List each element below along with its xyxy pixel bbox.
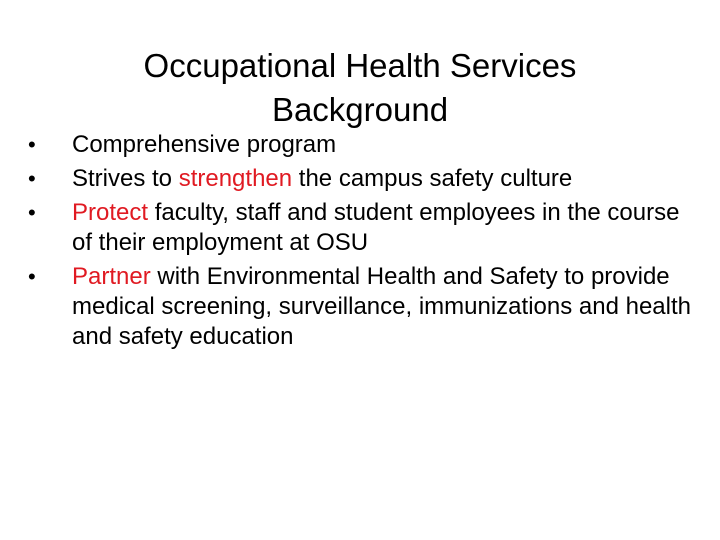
- bullet-list: [26, 130, 696, 356]
- bullet-item-partner: [26, 262, 696, 352]
- slide-title-line-1: Occupational Health Services: [143, 47, 577, 85]
- bullet-text-rest: with Environmental Health and Safety to provide medical screening, surveillance, immunizations and health and safety education: [72, 263, 691, 350]
- bullet-dot-icon: •: [28, 132, 36, 157]
- bullet-text: Comprehensive program: [72, 131, 337, 158]
- bullet-accent: strengthen: [178, 165, 293, 192]
- slide-title-line-2: Background: [271, 91, 449, 129]
- bullet-text-rest: the campus safety culture: [292, 165, 573, 192]
- bullet-item-comprehensive: [26, 130, 696, 160]
- bullet-accent: Protect: [72, 199, 149, 226]
- bullet-text-rest: faculty, staff and student employees in the course of their employment at OSU: [72, 199, 680, 256]
- bullet-item-strengthen: [26, 164, 696, 194]
- bullet-dot-icon: •: [28, 166, 36, 191]
- bullet-text: Strives to: [72, 165, 179, 192]
- slide-title: [40, 44, 680, 132]
- bullet-dot-icon: •: [28, 264, 36, 289]
- bullet-dot-icon: •: [28, 200, 36, 225]
- bullet-accent: Partner: [72, 263, 151, 290]
- bullet-item-protect: [26, 198, 696, 258]
